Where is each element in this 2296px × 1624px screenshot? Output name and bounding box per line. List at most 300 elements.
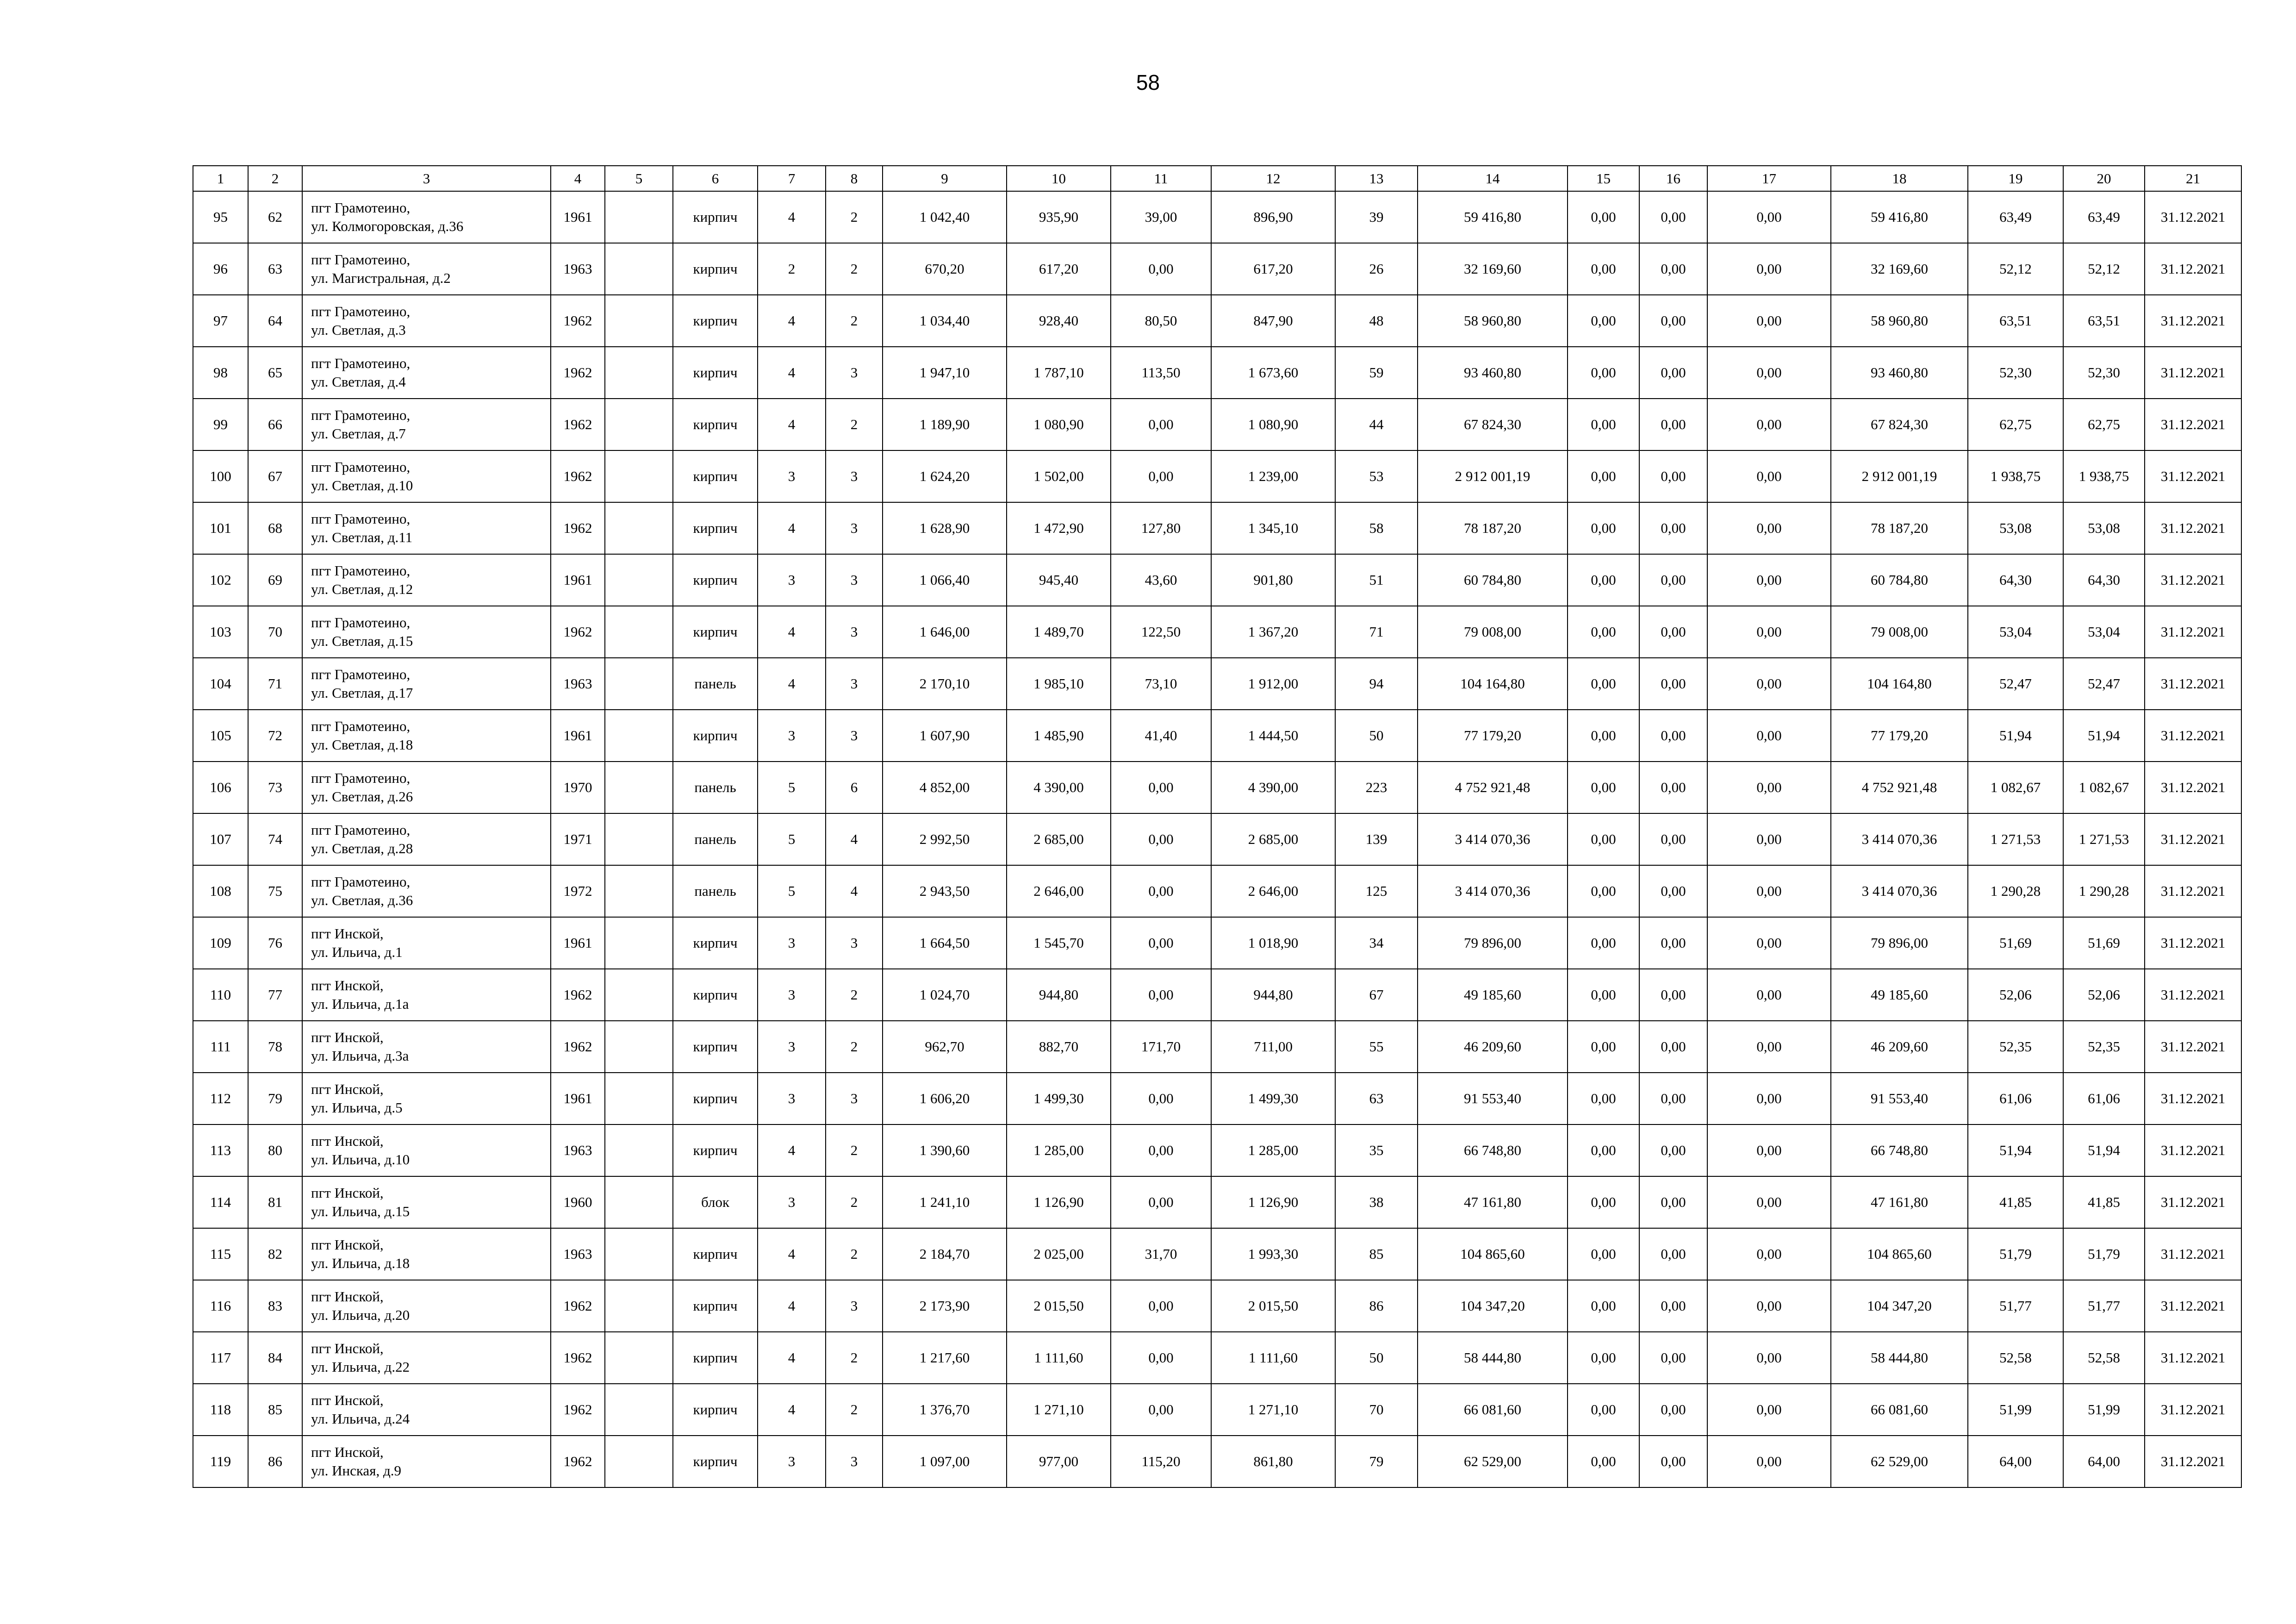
cell-col-15: 0,00: [1568, 1124, 1639, 1176]
cell-completion-date: 31.12.2021: [2145, 1228, 2241, 1280]
column-number-header-row: [193, 166, 2241, 191]
cell-living-area: 4 390,00: [1007, 762, 1111, 813]
cell-entrances: 2: [826, 1124, 883, 1176]
cell-private-area: 2 646,00: [1211, 865, 1335, 917]
address-locality: пгт Грамотеино,: [311, 251, 411, 268]
cell-rate-min: 52,47: [2063, 658, 2145, 710]
cell-rate-per-sqm: 64,00: [1968, 1436, 2063, 1487]
cell-rate-per-sqm: 52,06: [1968, 969, 2063, 1021]
column-header-20: 20: [2063, 166, 2145, 191]
column-header-4: 4: [551, 166, 605, 191]
cell-col-5: [605, 865, 673, 917]
cell-row-number: 117: [193, 1332, 248, 1384]
cell-residents: 58: [1335, 502, 1418, 554]
cell-entrances: 2: [826, 969, 883, 1021]
cell-living-area: 1 271,10: [1007, 1384, 1111, 1436]
cell-col-15: 0,00: [1568, 606, 1639, 658]
cell-residents: 63: [1335, 1073, 1418, 1124]
cell-col-15: 0,00: [1568, 450, 1639, 502]
cell-rate-per-sqm: 53,08: [1968, 502, 2063, 554]
cell-col-15: 0,00: [1568, 1073, 1639, 1124]
address-locality: пгт Инской,: [311, 1029, 384, 1045]
cell-col-15: 0,00: [1568, 347, 1639, 399]
cell-entrances: 2: [826, 191, 883, 243]
cell-col-15: 0,00: [1568, 1176, 1639, 1228]
cell-floors: 4: [758, 1228, 826, 1280]
cell-completion-date: 31.12.2021: [2145, 450, 2241, 502]
cell-cost-owners: 77 179,20: [1831, 710, 1968, 762]
cell-private-area: 847,90: [1211, 295, 1335, 347]
cell-cost-owners: 66 081,60: [1831, 1384, 1968, 1436]
cell-rate-min: 51,79: [2063, 1228, 2145, 1280]
cell-residents: 55: [1335, 1021, 1418, 1073]
cell-residents: 50: [1335, 710, 1418, 762]
cell-completion-date: 31.12.2021: [2145, 813, 2241, 865]
table-row: [193, 347, 2241, 399]
cell-cost-total: 78 187,20: [1418, 502, 1568, 554]
cell-col-16: 0,00: [1639, 1073, 1707, 1124]
column-header-18: 18: [1831, 166, 1968, 191]
cell-col-5: [605, 813, 673, 865]
cell-rate-min: 1 290,28: [2063, 865, 2145, 917]
cell-non-living-area: 0,00: [1111, 399, 1211, 450]
cell-col-16: 0,00: [1639, 606, 1707, 658]
cell-non-living-area: 80,50: [1111, 295, 1211, 347]
cell-total-area: 1 607,90: [883, 710, 1007, 762]
cell-cost-owners: 3 414 070,36: [1831, 865, 1968, 917]
address-street: ул. Светлая, д.18: [311, 737, 413, 753]
cell-completion-date: 31.12.2021: [2145, 1021, 2241, 1073]
cell-rate-min: 63,49: [2063, 191, 2145, 243]
cell-col-17: 0,00: [1707, 1124, 1831, 1176]
address-street: ул. Ильича, д.20: [311, 1307, 410, 1323]
cell-col-16: 0,00: [1639, 1228, 1707, 1280]
cell-entrances: 2: [826, 1332, 883, 1384]
cell-address: [302, 295, 551, 347]
cell-completion-date: 31.12.2021: [2145, 969, 2241, 1021]
cell-col-16: 0,00: [1639, 969, 1707, 1021]
cell-residents: 51: [1335, 554, 1418, 606]
cell-col-17: 0,00: [1707, 658, 1831, 710]
cell-residents: 38: [1335, 1176, 1418, 1228]
cell-living-area: 617,20: [1007, 243, 1111, 295]
cell-year-built: 1962: [551, 450, 605, 502]
cell-address: [302, 762, 551, 813]
cell-entrances: 3: [826, 1280, 883, 1332]
cell-col-15: 0,00: [1568, 1280, 1639, 1332]
cell-year-built: 1962: [551, 1021, 605, 1073]
cell-living-area: 1 080,90: [1007, 399, 1111, 450]
cell-non-living-area: 0,00: [1111, 762, 1211, 813]
cell-living-area: 1 111,60: [1007, 1332, 1111, 1384]
cell-completion-date: 31.12.2021: [2145, 554, 2241, 606]
cell-private-area: 901,80: [1211, 554, 1335, 606]
cell-rate-min: 51,94: [2063, 1124, 2145, 1176]
cell-col-17: 0,00: [1707, 191, 1831, 243]
cell-cost-owners: 79 896,00: [1831, 917, 1968, 969]
cell-rate-per-sqm: 1 290,28: [1968, 865, 2063, 917]
cell-col-5: [605, 658, 673, 710]
cell-building-number: 79: [248, 1073, 302, 1124]
cell-row-number: 99: [193, 399, 248, 450]
cell-address: [302, 1176, 551, 1228]
cell-entrances: 2: [826, 1228, 883, 1280]
cell-non-living-area: 0,00: [1111, 917, 1211, 969]
address-locality: пгт Грамотеино,: [311, 666, 411, 682]
cell-rate-per-sqm: 52,35: [1968, 1021, 2063, 1073]
cell-living-area: 928,40: [1007, 295, 1111, 347]
cell-cost-owners: 104 347,20: [1831, 1280, 1968, 1332]
cell-residents: 67: [1335, 969, 1418, 1021]
cell-address: [302, 1073, 551, 1124]
cell-wall-material: кирпич: [673, 554, 758, 606]
cell-col-5: [605, 399, 673, 450]
cell-residents: 85: [1335, 1228, 1418, 1280]
cell-residents: 86: [1335, 1280, 1418, 1332]
cell-building-number: 69: [248, 554, 302, 606]
cell-cost-total: 2 912 001,19: [1418, 450, 1568, 502]
cell-wall-material: кирпич: [673, 606, 758, 658]
cell-total-area: 1 646,00: [883, 606, 1007, 658]
cell-floors: 4: [758, 1280, 826, 1332]
cell-residents: 59: [1335, 347, 1418, 399]
cell-private-area: 1 499,30: [1211, 1073, 1335, 1124]
cell-cost-owners: 47 161,80: [1831, 1176, 1968, 1228]
cell-col-17: 0,00: [1707, 450, 1831, 502]
cell-total-area: 1 628,90: [883, 502, 1007, 554]
cell-building-number: 72: [248, 710, 302, 762]
cell-rate-per-sqm: 51,69: [1968, 917, 2063, 969]
cell-private-area: 1 673,60: [1211, 347, 1335, 399]
cell-total-area: 670,20: [883, 243, 1007, 295]
cell-floors: 3: [758, 1436, 826, 1487]
column-header-14: 14: [1418, 166, 1568, 191]
cell-non-living-area: 0,00: [1111, 243, 1211, 295]
address-street: ул. Колмогоровская, д.36: [311, 218, 464, 234]
cell-rate-min: 1 082,67: [2063, 762, 2145, 813]
cell-year-built: 1962: [551, 1384, 605, 1436]
cell-building-number: 65: [248, 347, 302, 399]
cell-residents: 44: [1335, 399, 1418, 450]
cell-col-17: 0,00: [1707, 1332, 1831, 1384]
address-street: ул. Ильича, д.5: [311, 1099, 403, 1116]
cell-entrances: 3: [826, 450, 883, 502]
cell-address: [302, 1280, 551, 1332]
cell-col-16: 0,00: [1639, 1021, 1707, 1073]
cell-col-5: [605, 762, 673, 813]
cell-private-area: 2 015,50: [1211, 1280, 1335, 1332]
cell-rate-min: 63,51: [2063, 295, 2145, 347]
cell-total-area: 2 992,50: [883, 813, 1007, 865]
cell-col-16: 0,00: [1639, 1332, 1707, 1384]
column-header-7: 7: [758, 166, 826, 191]
cell-col-17: 0,00: [1707, 1436, 1831, 1487]
cell-cost-total: 58 444,80: [1418, 1332, 1568, 1384]
cell-col-16: 0,00: [1639, 295, 1707, 347]
cell-address: [302, 710, 551, 762]
cell-col-5: [605, 1073, 673, 1124]
cell-completion-date: 31.12.2021: [2145, 243, 2241, 295]
cell-entrances: 2: [826, 399, 883, 450]
table-row: [193, 762, 2241, 813]
cell-row-number: 107: [193, 813, 248, 865]
cell-col-16: 0,00: [1639, 243, 1707, 295]
cell-total-area: 1 664,50: [883, 917, 1007, 969]
cell-year-built: 1962: [551, 295, 605, 347]
cell-col-5: [605, 295, 673, 347]
cell-non-living-area: 39,00: [1111, 191, 1211, 243]
cell-row-number: 102: [193, 554, 248, 606]
cell-col-5: [605, 1228, 673, 1280]
cell-year-built: 1961: [551, 1073, 605, 1124]
cell-cost-owners: 79 008,00: [1831, 606, 1968, 658]
cell-cost-owners: 66 748,80: [1831, 1124, 1968, 1176]
cell-row-number: 118: [193, 1384, 248, 1436]
table-row: [193, 502, 2241, 554]
cell-row-number: 111: [193, 1021, 248, 1073]
cell-entrances: 3: [826, 554, 883, 606]
cell-rate-min: 51,94: [2063, 710, 2145, 762]
cell-cost-owners: 32 169,60: [1831, 243, 1968, 295]
cell-cost-total: 91 553,40: [1418, 1073, 1568, 1124]
cell-rate-per-sqm: 52,58: [1968, 1332, 2063, 1384]
column-header-15: 15: [1568, 166, 1639, 191]
cell-year-built: 1960: [551, 1176, 605, 1228]
cell-wall-material: кирпич: [673, 502, 758, 554]
cell-row-number: 103: [193, 606, 248, 658]
cell-rate-per-sqm: 64,30: [1968, 554, 2063, 606]
table-row: [193, 1436, 2241, 1487]
cell-year-built: 1970: [551, 762, 605, 813]
cell-col-16: 0,00: [1639, 450, 1707, 502]
cell-cost-total: 62 529,00: [1418, 1436, 1568, 1487]
address-locality: пгт Инской,: [311, 1392, 384, 1408]
cell-living-area: 1 502,00: [1007, 450, 1111, 502]
cell-cost-owners: 91 553,40: [1831, 1073, 1968, 1124]
cell-col-16: 0,00: [1639, 658, 1707, 710]
address-locality: пгт Инской,: [311, 1288, 384, 1305]
cell-residents: 53: [1335, 450, 1418, 502]
address-street: ул. Светлая, д.36: [311, 892, 413, 908]
address-street: ул. Магистральная, д.2: [311, 270, 451, 286]
cell-cost-owners: 93 460,80: [1831, 347, 1968, 399]
address-locality: пгт Грамотеино,: [311, 614, 411, 631]
column-header-9: 9: [883, 166, 1007, 191]
cell-building-number: 78: [248, 1021, 302, 1073]
cell-year-built: 1961: [551, 554, 605, 606]
cell-wall-material: кирпич: [673, 1073, 758, 1124]
cell-address: [302, 1228, 551, 1280]
cell-year-built: 1962: [551, 606, 605, 658]
cell-col-5: [605, 1176, 673, 1228]
cell-cost-owners: 67 824,30: [1831, 399, 1968, 450]
cell-total-area: 1 241,10: [883, 1176, 1007, 1228]
cell-year-built: 1962: [551, 399, 605, 450]
cell-building-number: 71: [248, 658, 302, 710]
cell-cost-owners: 3 414 070,36: [1831, 813, 1968, 865]
address-locality: пгт Инской,: [311, 1340, 384, 1356]
cell-wall-material: кирпич: [673, 191, 758, 243]
cell-non-living-area: 171,70: [1111, 1021, 1211, 1073]
cell-rate-per-sqm: 63,49: [1968, 191, 2063, 243]
cell-rate-per-sqm: 63,51: [1968, 295, 2063, 347]
cell-total-area: 1 947,10: [883, 347, 1007, 399]
cell-col-5: [605, 1021, 673, 1073]
cell-rate-per-sqm: 51,94: [1968, 710, 2063, 762]
cell-private-area: 1 018,90: [1211, 917, 1335, 969]
table-row: [193, 1384, 2241, 1436]
cell-non-living-area: 0,00: [1111, 1384, 1211, 1436]
cell-rate-per-sqm: 52,12: [1968, 243, 2063, 295]
cell-non-living-area: 0,00: [1111, 969, 1211, 1021]
cell-wall-material: кирпич: [673, 243, 758, 295]
cell-address: [302, 813, 551, 865]
address-street: ул. Ильича, д.1а: [311, 996, 409, 1012]
cell-living-area: 1 485,90: [1007, 710, 1111, 762]
cell-completion-date: 31.12.2021: [2145, 191, 2241, 243]
cell-cost-total: 49 185,60: [1418, 969, 1568, 1021]
cell-building-number: 64: [248, 295, 302, 347]
cell-col-17: 0,00: [1707, 1280, 1831, 1332]
cell-year-built: 1963: [551, 658, 605, 710]
cell-address: [302, 502, 551, 554]
cell-cost-total: 66 081,60: [1418, 1384, 1568, 1436]
cell-col-17: 0,00: [1707, 347, 1831, 399]
cell-wall-material: кирпич: [673, 969, 758, 1021]
cell-floors: 4: [758, 658, 826, 710]
cell-cost-total: 104 347,20: [1418, 1280, 1568, 1332]
cell-entrances: 6: [826, 762, 883, 813]
cell-completion-date: 31.12.2021: [2145, 1176, 2241, 1228]
cell-col-17: 0,00: [1707, 243, 1831, 295]
cell-living-area: 2 685,00: [1007, 813, 1111, 865]
cell-entrances: 3: [826, 1436, 883, 1487]
address-locality: пгт Грамотеино,: [311, 770, 411, 786]
cell-floors: 3: [758, 450, 826, 502]
cell-col-15: 0,00: [1568, 1332, 1639, 1384]
cell-row-number: 95: [193, 191, 248, 243]
cell-building-number: 82: [248, 1228, 302, 1280]
cell-private-area: 1 239,00: [1211, 450, 1335, 502]
cell-cost-total: 77 179,20: [1418, 710, 1568, 762]
cell-col-16: 0,00: [1639, 865, 1707, 917]
address-street: ул. Ильича, д.18: [311, 1255, 410, 1271]
cell-year-built: 1961: [551, 710, 605, 762]
cell-entrances: 3: [826, 1073, 883, 1124]
cell-rate-per-sqm: 1 082,67: [1968, 762, 2063, 813]
cell-col-15: 0,00: [1568, 762, 1639, 813]
cell-floors: 4: [758, 347, 826, 399]
housing-registry-table: [193, 165, 2242, 1488]
cell-completion-date: 31.12.2021: [2145, 399, 2241, 450]
cell-wall-material: кирпич: [673, 450, 758, 502]
cell-private-area: 711,00: [1211, 1021, 1335, 1073]
cell-col-17: 0,00: [1707, 606, 1831, 658]
cell-floors: 2: [758, 243, 826, 295]
cell-completion-date: 31.12.2021: [2145, 710, 2241, 762]
cell-floors: 5: [758, 865, 826, 917]
cell-rate-per-sqm: 53,04: [1968, 606, 2063, 658]
table-row: [193, 710, 2241, 762]
table-row: [193, 1332, 2241, 1384]
cell-col-15: 0,00: [1568, 191, 1639, 243]
address-street: ул. Ильича, д.15: [311, 1203, 410, 1219]
cell-wall-material: кирпич: [673, 1436, 758, 1487]
cell-floors: 3: [758, 917, 826, 969]
cell-rate-per-sqm: 52,30: [1968, 347, 2063, 399]
cell-private-area: 617,20: [1211, 243, 1335, 295]
table-row: [193, 1073, 2241, 1124]
cell-rate-min: 52,58: [2063, 1332, 2145, 1384]
cell-col-17: 0,00: [1707, 917, 1831, 969]
cell-address: [302, 450, 551, 502]
cell-address: [302, 917, 551, 969]
cell-entrances: 3: [826, 658, 883, 710]
cell-building-number: 80: [248, 1124, 302, 1176]
cell-entrances: 4: [826, 813, 883, 865]
cell-address: [302, 658, 551, 710]
cell-residents: 39: [1335, 191, 1418, 243]
cell-rate-per-sqm: 51,77: [1968, 1280, 2063, 1332]
cell-rate-per-sqm: 51,94: [1968, 1124, 2063, 1176]
cell-col-15: 0,00: [1568, 813, 1639, 865]
cell-col-17: 0,00: [1707, 1073, 1831, 1124]
address-locality: пгт Грамотеино,: [311, 303, 411, 319]
cell-address: [302, 1436, 551, 1487]
column-header-3: 3: [302, 166, 551, 191]
cell-row-number: 106: [193, 762, 248, 813]
address-locality: пгт Инской,: [311, 1185, 384, 1201]
column-header-16: 16: [1639, 166, 1707, 191]
cell-rate-min: 41,85: [2063, 1176, 2145, 1228]
cell-entrances: 3: [826, 502, 883, 554]
cell-col-15: 0,00: [1568, 502, 1639, 554]
cell-col-16: 0,00: [1639, 762, 1707, 813]
cell-cost-total: 66 748,80: [1418, 1124, 1568, 1176]
cell-address: [302, 1384, 551, 1436]
cell-col-15: 0,00: [1568, 1436, 1639, 1487]
column-header-6: 6: [673, 166, 758, 191]
cell-col-17: 0,00: [1707, 502, 1831, 554]
cell-floors: 4: [758, 606, 826, 658]
cell-entrances: 2: [826, 1384, 883, 1436]
cell-total-area: 1 097,00: [883, 1436, 1007, 1487]
cell-building-number: 77: [248, 969, 302, 1021]
cell-living-area: 1 985,10: [1007, 658, 1111, 710]
cell-col-16: 0,00: [1639, 1384, 1707, 1436]
cell-building-number: 68: [248, 502, 302, 554]
cell-living-area: 1 787,10: [1007, 347, 1111, 399]
cell-cost-total: 59 416,80: [1418, 191, 1568, 243]
column-header-8: 8: [826, 166, 883, 191]
cell-residents: 48: [1335, 295, 1418, 347]
cell-cost-total: 3 414 070,36: [1418, 865, 1568, 917]
cell-living-area: 1 545,70: [1007, 917, 1111, 969]
cell-rate-min: 53,04: [2063, 606, 2145, 658]
cell-building-number: 85: [248, 1384, 302, 1436]
cell-total-area: 1 217,60: [883, 1332, 1007, 1384]
cell-cost-owners: 2 912 001,19: [1831, 450, 1968, 502]
cell-address: [302, 1332, 551, 1384]
table-row: [193, 1124, 2241, 1176]
table-row: [193, 813, 2241, 865]
cell-col-5: [605, 917, 673, 969]
cell-total-area: 2 170,10: [883, 658, 1007, 710]
cell-row-number: 104: [193, 658, 248, 710]
cell-col-5: [605, 1436, 673, 1487]
cell-building-number: 70: [248, 606, 302, 658]
cell-rate-per-sqm: 1 271,53: [1968, 813, 2063, 865]
